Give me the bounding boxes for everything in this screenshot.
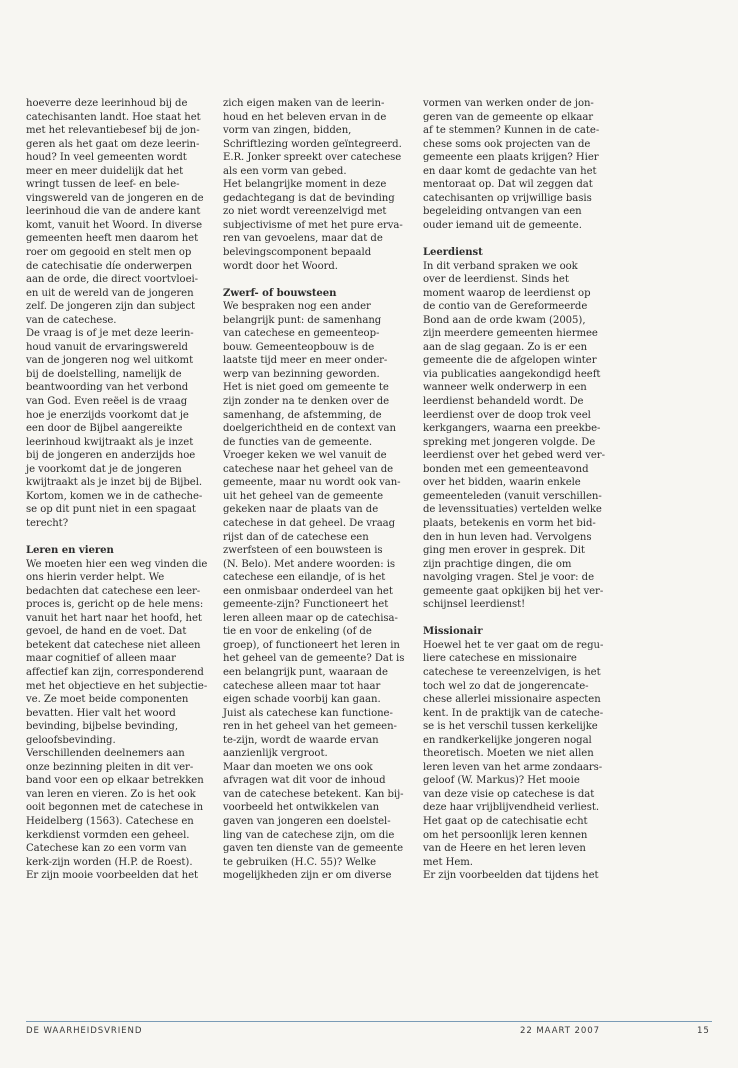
text-line: proces is, gericht op de hele mens: xyxy=(26,599,204,611)
paragraph xyxy=(26,558,226,883)
text-line: band voor een op elkaar betrekken xyxy=(26,775,204,787)
text-line: zich eigen maken van de leerin- xyxy=(223,98,385,109)
text-line: catechese in dat geheel. De vraag xyxy=(223,517,396,529)
paragraph-gap xyxy=(423,612,623,626)
text-line: navolging vragen. Stel je voor: de xyxy=(423,572,595,584)
text-line: Het gaat op de catechisatie echt xyxy=(423,815,588,827)
text-line: ons hierin verder helpt. We xyxy=(26,572,165,584)
text-line: In dit verband spraken we ook xyxy=(423,260,578,272)
text-line: spreking met jongeren volgde. De xyxy=(423,436,596,448)
text-line: Heidelberg (1563). Catechese en xyxy=(26,815,194,827)
text-line: gedachtegang is dat de bevinding xyxy=(223,192,395,204)
text-line: Kortom, komen we in de catheche- xyxy=(26,490,203,502)
text-line: aan de orde, die direct voortvloei- xyxy=(26,274,199,286)
text-line: de catechisatie díe onderwerpen xyxy=(26,260,192,272)
text-line: catechisanten landt. Hoe staat het xyxy=(26,111,201,123)
text-line: kerkgangers, waarna een preekbe- xyxy=(423,423,601,435)
text-line: zijn zonder na te denken over de xyxy=(223,396,390,408)
paragraph xyxy=(423,97,623,232)
text-line: den in hun leven had. Vervolgens xyxy=(423,531,592,543)
text-line: chese allerlei missionaire aspecten xyxy=(423,694,601,706)
text-line: leerinhoud kwijtraakt als je inzet xyxy=(26,436,194,448)
text-line: gemeenteleden (vanuit verschillen- xyxy=(423,490,602,502)
text-line: te-zijn, wordt de waarde ervan xyxy=(223,734,379,746)
text-line: catechisanten op vrijwillige basis xyxy=(423,192,592,204)
text-line: vanuit het hart naar het hoofd, het xyxy=(26,612,202,624)
text-line: en daar komt de gedachte van het xyxy=(423,165,597,177)
text-line: Het belangrijke moment in deze xyxy=(223,179,387,191)
text-line: Hoewel het te ver gaat om de regu- xyxy=(423,639,604,651)
text-line: van God. Even reëel is de vraag xyxy=(26,396,188,408)
text-line: vingswereld van de jongeren en de xyxy=(26,192,204,204)
text-line: via publicaties aangekondigd heeft xyxy=(423,368,601,380)
text-line: ren van gevoelens, maar dat de xyxy=(223,233,383,245)
text-line: uit het geheel van de gemeente xyxy=(223,490,384,502)
paragraph xyxy=(423,639,623,883)
text-line: houd en het beleven ervan in de xyxy=(223,111,387,123)
text-line: samenhang, de afstemming, de xyxy=(223,409,382,421)
footer-page-number: 15 xyxy=(697,1026,710,1036)
text-line: mogelijkheden zijn er om diverse xyxy=(223,870,392,882)
text-line: aanzienlijk vergroot. xyxy=(223,748,328,760)
text-line: deze haar vrijblijvendheid verliest. xyxy=(423,802,600,814)
section-heading: Missionair xyxy=(423,626,483,638)
text-line: Het is niet goed om gemeente te xyxy=(223,382,389,394)
text-line: ging men erover in gesprek. Dit xyxy=(423,545,585,557)
paragraph xyxy=(223,300,423,883)
text-line: affectief kan zijn, corresponderend xyxy=(26,666,204,678)
text-line: We moeten hier een weg vinden die xyxy=(26,558,208,570)
text-line: en uit de wereld van de jongeren xyxy=(26,287,194,299)
text-line: geloof (W. Markus)? Het mooie xyxy=(423,775,580,787)
text-line: Verschillenden deelnemers aan xyxy=(26,748,185,760)
text-line: se is het verschil tussen kerkelijke xyxy=(423,721,598,733)
text-column-1 xyxy=(26,97,226,883)
section-heading: Zwerf- of bouwsteen xyxy=(223,287,337,299)
text-line: tie en voor de enkeling (of de xyxy=(223,626,372,638)
text-line: theoretisch. Moeten we niet allen xyxy=(423,748,594,760)
text-line: Schriftlezing worden geïntegreerd. xyxy=(223,138,402,150)
text-line: zijn meerdere gemeenten hiermee xyxy=(423,328,598,340)
text-line: van leren en vieren. Zo is het ook xyxy=(26,788,196,800)
text-line: rijst dan of de catechese een xyxy=(223,531,369,543)
text-line: van catechese en gemeenteop- xyxy=(223,328,380,340)
text-line: bij de doelstelling, namelijk de xyxy=(26,368,182,380)
text-line: zwerfsteen of een bouwsteen is xyxy=(223,545,383,557)
text-line: bedachten dat catechese een leer- xyxy=(26,585,201,597)
text-line: met het relevantiebesef bij de jon- xyxy=(26,125,200,137)
paragraph xyxy=(223,97,423,273)
text-line: vorm van zingen, bidden, xyxy=(223,125,352,137)
text-line: gemeenten heeft men daarom het xyxy=(26,233,199,245)
paragraph-gap xyxy=(423,232,623,246)
text-line: de contio van de Gereformeerde xyxy=(423,301,588,313)
text-line: de levenssituaties) vertelden welke xyxy=(423,504,602,516)
paragraph-gap xyxy=(26,531,226,545)
text-line: De vraag is of je met deze leerin- xyxy=(26,328,194,340)
section-heading: Leren en vieren xyxy=(26,545,114,557)
text-line: met het objectieve en het subjectie- xyxy=(26,680,208,692)
text-line: leerdienst behandeld wordt. De xyxy=(423,396,584,408)
text-line: catechese alleen maar tot haar xyxy=(223,680,381,692)
text-line: kwijtraakt als je inzet bij de Bijbel. xyxy=(26,477,203,489)
text-line: eigen schade voorbij kan gaan. xyxy=(223,694,381,706)
text-line: houd? In veel gemeenten wordt xyxy=(26,152,187,164)
text-line: laatste tijd meer en meer onder- xyxy=(223,355,388,367)
text-line: leerinhoud die van de andere kant xyxy=(26,206,201,218)
text-line: wordt door het Woord. xyxy=(223,260,338,272)
text-line: Juist als catechese kan functione- xyxy=(223,707,393,719)
text-line: liere catechese en missionaire xyxy=(423,653,577,665)
text-line: zo niet wordt vereenzelvigd met xyxy=(223,206,387,218)
text-line: maar cognitief of alleen maar xyxy=(26,653,176,665)
text-line: toch wel zo dat de jongerencate- xyxy=(423,680,589,692)
text-line: houd vanuit de ervaringswereld xyxy=(26,341,188,353)
text-line: ouder iemand uit de gemeente. xyxy=(423,219,582,231)
text-line: bonden met een gemeenteavond xyxy=(423,463,589,475)
text-line: zelf. De jongeren zijn dan subject xyxy=(26,301,196,313)
text-line: aan de slag gegaan. Zo is er een xyxy=(423,341,588,353)
footer-publication: DE WAARHEIDSVRIEND xyxy=(26,1026,143,1036)
text-line: betekent dat catechese niet alleen xyxy=(26,639,201,651)
text-line: komt, vanuit het Woord. In diverse xyxy=(26,219,203,231)
text-line: mentoraat op. Dat wil zeggen dat xyxy=(423,179,593,191)
text-line: gemeente een plaats krijgen? Hier xyxy=(423,152,599,164)
text-line: catechese te vereenzelvigen, is het xyxy=(423,666,601,678)
text-line: Er zijn voorbeelden dat tijdens het xyxy=(423,870,599,882)
text-line: over de leerdienst. Sinds het xyxy=(423,274,569,286)
text-line: om het persoonlijk leren kennen xyxy=(423,829,588,841)
text-line: met Hem. xyxy=(423,856,473,868)
text-line: en randkerkelijke jongeren nogal xyxy=(423,734,592,746)
text-line: vormen van werken onder de jon- xyxy=(423,98,594,109)
text-line: bij de jongeren en anderzijds hoe xyxy=(26,450,196,462)
text-line: subjectivisme of met het pure erva- xyxy=(223,219,403,231)
text-line: van de jongeren nog wel uitkomt xyxy=(26,355,194,367)
text-line: We bespraken nog een ander xyxy=(223,301,371,313)
text-line: gemeente gaat opkijken bij het ver- xyxy=(423,585,604,597)
text-line: gemeente die de afgelopen winter xyxy=(423,355,597,367)
text-line: een belangrijk punt, waaraan de xyxy=(223,666,388,678)
text-line: groep), of functioneert het leren in xyxy=(223,639,400,651)
paragraph xyxy=(423,260,623,612)
text-line: voorbeeld het ontwikkelen van xyxy=(223,802,380,814)
text-line: begeleiding ontvangen van een xyxy=(423,206,582,218)
text-line: een onmisbaar onderdeel van het xyxy=(223,585,393,597)
text-line: als een vorm van gebed. xyxy=(223,165,347,177)
text-line: leerdienst over de doop trok veel xyxy=(423,409,591,421)
text-line: chese soms ook projecten van de xyxy=(423,138,591,150)
text-line: het geheel van de gemeente? Dat is xyxy=(223,653,405,665)
text-line: gaven ten dienste van de gemeente xyxy=(223,843,404,855)
text-line: leren leven van het arme zondaars- xyxy=(423,761,603,773)
text-line: catechese naar het geheel van de xyxy=(223,463,394,475)
text-line: ling van de catechese zijn, om die xyxy=(223,829,395,841)
text-line: werp van bezinning geworden. xyxy=(223,368,380,380)
text-line: van de catechese betekent. Kan bij- xyxy=(223,788,404,800)
section-heading: Leerdienst xyxy=(423,247,483,259)
text-line: bevatten. Hier valt het woord xyxy=(26,707,176,719)
text-line: leerdienst over het gebed werd ver- xyxy=(423,450,605,462)
text-line: van de catechese. xyxy=(26,314,117,326)
text-column-3 xyxy=(423,97,623,883)
paragraph-gap xyxy=(223,273,423,287)
text-line: ve. Ze moet beide componenten xyxy=(26,694,189,706)
text-line: Maar dan moeten we ons ook xyxy=(223,761,373,773)
text-line: een door de Bijbel aangereikte xyxy=(26,423,183,435)
text-line: roer om gegooid en stelt men op xyxy=(26,247,192,259)
text-line: E.R. Jonker spreekt over catechese xyxy=(223,152,402,164)
text-line: afvragen wat dit voor de inhoud xyxy=(223,775,386,787)
text-line: over het bidden, waarin enkele xyxy=(423,477,581,489)
text-line: af te stemmen? Kunnen in de cate- xyxy=(423,125,600,137)
text-line: doelgerichtheid en de context van xyxy=(223,423,396,435)
text-line: terecht? xyxy=(26,517,69,529)
text-line: ren in het geheel van het gemeen- xyxy=(223,721,397,733)
text-line: geren als het gaat om deze leerin- xyxy=(26,138,200,150)
text-line: bevinding, bijbelse bevinding, xyxy=(26,721,179,733)
text-line: je voorkomt dat je de jongeren xyxy=(26,463,182,475)
text-line: belangrijk punt: de samenhang xyxy=(223,314,382,326)
text-line: gemeente, maar nu wordt ook van- xyxy=(223,477,401,489)
text-line: Er zijn mooie voorbeelden dat het xyxy=(26,870,199,882)
text-line: Vroeger keken we wel vanuit de xyxy=(223,450,387,462)
text-line: hoeverre deze leerinhoud bij de xyxy=(26,98,188,109)
text-line: te gebruiken (H.C. 55)? Welke xyxy=(223,856,377,868)
text-line: Catechese kan zo een vorm van xyxy=(26,843,187,855)
text-line: beantwoording van het verbond xyxy=(26,382,189,394)
text-line: onze bezinning pleiten in dit ver- xyxy=(26,761,194,773)
text-line: kent. In de praktijk van de cateche- xyxy=(423,707,604,719)
text-column-2 xyxy=(223,97,423,883)
text-line: schijnsel leerdienst! xyxy=(423,599,526,611)
text-line: (N. Belo). Met andere woorden: is xyxy=(223,558,396,570)
text-line: geloofsbevinding. xyxy=(26,734,116,746)
text-line: meer en meer duidelijk dat het xyxy=(26,165,184,177)
text-line: zijn prachtige dingen, die om xyxy=(423,558,572,570)
text-line: wringt tussen de leef- en bele- xyxy=(26,179,180,191)
text-line: hoe je enerzijds voorkomt dat je xyxy=(26,409,189,421)
text-line: Bond aan de orde kwam (2005), xyxy=(423,314,586,326)
text-line: catechese een eilandje, of is het xyxy=(223,572,386,584)
text-line: gevoel, de hand en de voet. Dat xyxy=(26,626,187,638)
footer-divider xyxy=(26,1021,712,1022)
text-line: van deze visie op catechese is dat xyxy=(423,788,595,800)
text-line: wanneer welk onderwerp in een xyxy=(423,382,587,394)
text-line: ooit begonnen met de catechese in xyxy=(26,802,204,814)
text-line: bouw. Gemeenteopbouw is de xyxy=(223,341,375,353)
text-line: se op dit punt niet in een spagaat xyxy=(26,504,196,516)
text-line: van de Heere en het leren leven xyxy=(423,843,586,855)
text-line: geren van de gemeente op elkaar xyxy=(423,111,594,123)
text-line: kerkdienst vormden een geheel. xyxy=(26,829,190,841)
text-line: leren alleen maar op de catechisa- xyxy=(223,612,398,624)
text-line: kerk-zijn worden (H.P. de Roest). xyxy=(26,856,193,868)
text-line: moment waarop de leerdienst op xyxy=(423,287,591,299)
text-line: de functies van de gemeente. xyxy=(223,436,373,448)
paragraph xyxy=(26,97,226,531)
footer-date: 22 MAART 2007 xyxy=(520,1026,600,1036)
text-line: belevingscomponent bepaald xyxy=(223,247,372,259)
text-line: gemeente-zijn? Functioneert het xyxy=(223,599,389,611)
text-line: plaats, betekenis en vorm het bid- xyxy=(423,517,596,529)
text-line: gekeken naar de plaats van de xyxy=(223,504,379,516)
text-line: gaven van jongeren een doelstel- xyxy=(223,815,391,827)
